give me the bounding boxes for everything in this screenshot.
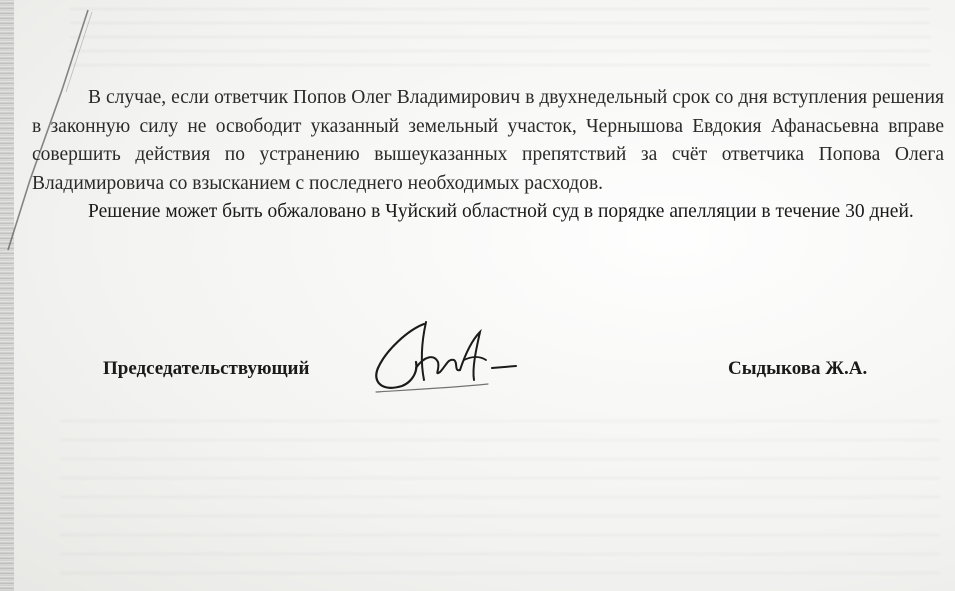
paragraph-appeal: Решение может быть обжаловано в Чуйский областной суд в порядке апелляции в течение 30 дней. [88, 201, 914, 222]
bleed-through-top [70, 8, 930, 68]
paragraph-enforcement: В случае, если ответчик Попов Олег Владимирович в двухнедельный срок со дня вступления решения в законную силу не освободит указанный земельный участок, Чернышова Евдокия Афанасьевна вправе совершить действия по устранению вышеуказанных препятствий за счёт ответчика Попова Олега Владимировича со взысканием с последнего необходимых расходов. [32, 87, 944, 194]
scan-edge [0, 0, 14, 591]
bleed-through-bottom [60, 420, 940, 580]
handwritten-signature [368, 310, 528, 400]
document-body [32, 84, 944, 227]
judge-name: Сыдыкова Ж.А. [728, 358, 868, 379]
presiding-judge-title: Председательствующий [103, 358, 310, 379]
